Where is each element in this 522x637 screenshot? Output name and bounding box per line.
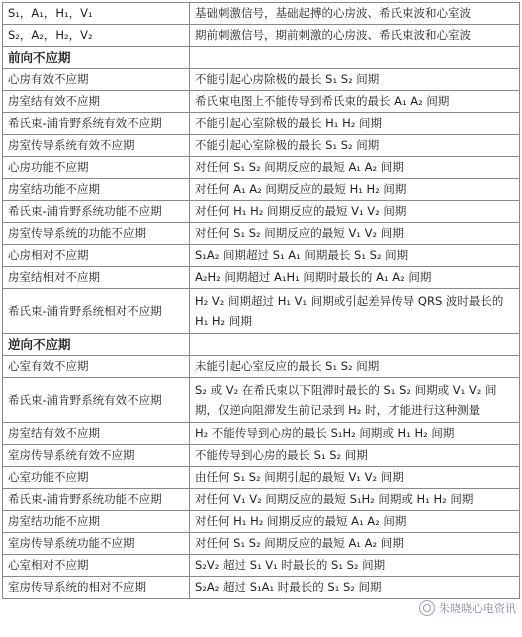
table-row [3,201,520,223]
section-header-row [3,47,520,69]
definition-cell: H₂ 不能传导到心房的最长 S₁H₂ 间期或 H₁ H₂ 间期 [190,423,520,445]
definition-cell: S₂V₂ 超过 S₁ V₁ 时最长的 S₁ S₂ 间期 [190,555,520,577]
table-row [3,91,520,113]
term-cell: 房室传导系统的功能不应期 [3,223,190,245]
refractory-period-table [2,2,520,599]
definition-cell: 不能引起心室除极的最长 S₁ S₂ 间期 [190,135,520,157]
definition-cell: H₂ V₂ 间期超过 H₁ V₁ 间期或引起差异传导 QRS 波时最长的 H₁ H₂ 间期 [190,289,520,334]
wechat-logo-icon [419,600,435,616]
table-row [3,555,520,577]
section-empty-cell [190,47,520,69]
term-cell: 房室结有效不应期 [3,91,190,113]
table-row [3,157,520,179]
definition-cell: 对任何 H₁ H₂ 间期反应的最短 V₁ V₂ 间期 [190,201,520,223]
term-cell: 房室结相对不应期 [3,267,190,289]
definition-cell: 不能引起心室除极的最长 H₁ H₂ 间期 [190,113,520,135]
term-cell: 室房传导系统有效不应期 [3,445,190,467]
definition-cell: 对任何 H₁ H₂ 间期反应的最短 A₁ A₂ 间期 [190,511,520,533]
definition-cell: S₁A₂ 间期超过 S₁ A₁ 间期最长 S₁ S₂ 间期 [190,245,520,267]
term-cell: 心房有效不应期 [3,69,190,91]
table-row [3,245,520,267]
table-row [3,577,520,599]
term-cell: 希氏束-浦肯野系统功能不应期 [3,489,190,511]
definition-cell: 由任何 S₁ S₂ 间期引起的最短 V₁ V₂ 间期 [190,467,520,489]
term-cell: 房室结有效不应期 [3,423,190,445]
table-row [3,467,520,489]
table-row [3,135,520,157]
table-row [3,3,520,25]
definition-cell: S₂A₂ 超过 S₁A₁ 时最长的 S₁ S₂ 间期 [190,577,520,599]
definition-cell: 对任何 S₁ S₂ 间期反应的最短 V₁ V₂ 间期 [190,223,520,245]
term-cell: 房室结功能不应期 [3,511,190,533]
table-row [3,113,520,135]
definition-cell: 对任何 S₁ S₂ 间期反应的最短 A₁ A₂ 间期 [190,533,520,555]
term-cell: S₂，A₂，H₂，V₂ [3,25,190,47]
term-cell: 希氏束-浦肯野系统相对不应期 [3,289,190,334]
section-title: 前向不应期 [3,47,190,69]
term-cell: 希氏束-浦肯野系统有效不应期 [3,113,190,135]
definition-cell: 对任何 A₁ A₂ 间期反应的最短 H₁ H₂ 间期 [190,179,520,201]
section-header-row [3,334,520,356]
term-cell: 心室功能不应期 [3,467,190,489]
term-cell: 室房传导系统的相对不应期 [3,577,190,599]
term-cell: 希氏束-浦肯野系统有效不应期 [3,378,190,423]
term-cell: 心室相对不应期 [3,555,190,577]
definition-cell: S₂ 或 V₂ 在希氏束以下阻滞时最长的 S₁ S₂ 间期或 V₁ V₂ 间期，仅逆向阻滞发生前记录到 H₂ 时，才能进行这种测量 [190,378,520,423]
table-row [3,223,520,245]
table-row [3,423,520,445]
table-row [3,25,520,47]
definition-cell: 对任何 V₁ V₂ 间期反应的最短 S₁H₂ 间期或 H₁ H₂ 间期 [190,489,520,511]
table-row [3,489,520,511]
term-cell: 房室结功能不应期 [3,179,190,201]
term-cell: 心房相对不应期 [3,245,190,267]
section-title: 逆向不应期 [3,334,190,356]
table-row [3,533,520,555]
term-cell: 希氏束-浦肯野系统功能不应期 [3,201,190,223]
term-cell: 心房功能不应期 [3,157,190,179]
definition-cell: 希氏束电图上不能传导到希氏束的最长 A₁ A₂ 间期 [190,91,520,113]
definition-cell: A₂H₂ 间期超过 A₁H₁ 间期时最长的 A₁ A₂ 间期 [190,267,520,289]
table-row [3,179,520,201]
table-row [3,356,520,378]
term-cell: S₁，A₁，H₁，V₁ [3,3,190,25]
table-row [3,445,520,467]
definition-cell: 基础刺激信号，基础起搏的心房波、希氏束波和心室波 [190,3,520,25]
term-cell: 室房传导系统功能不应期 [3,533,190,555]
definition-cell: 期前刺激信号，期前刺激的心房波、希氏束波和心室波 [190,25,520,47]
table-body [3,3,520,599]
watermark [419,600,516,616]
section-empty-cell [190,334,520,356]
definition-cell: 不能传导到心房的最长 S₁ S₂ 间期 [190,445,520,467]
watermark-text: 朱晓晓心电资讯 [439,602,516,615]
definition-cell: 对任何 S₁ S₂ 间期反应的最短 A₁ A₂ 间期 [190,157,520,179]
table-row [3,289,520,334]
table-row [3,69,520,91]
definition-cell: 未能引起心室反应的最长 S₁ S₂ 间期 [190,356,520,378]
term-cell: 房室传导系统有效不应期 [3,135,190,157]
term-cell: 心室有效不应期 [3,356,190,378]
table-row [3,511,520,533]
table-row [3,267,520,289]
table-row [3,378,520,423]
definition-cell: 不能引起心房除极的最长 S₁ S₂ 间期 [190,69,520,91]
